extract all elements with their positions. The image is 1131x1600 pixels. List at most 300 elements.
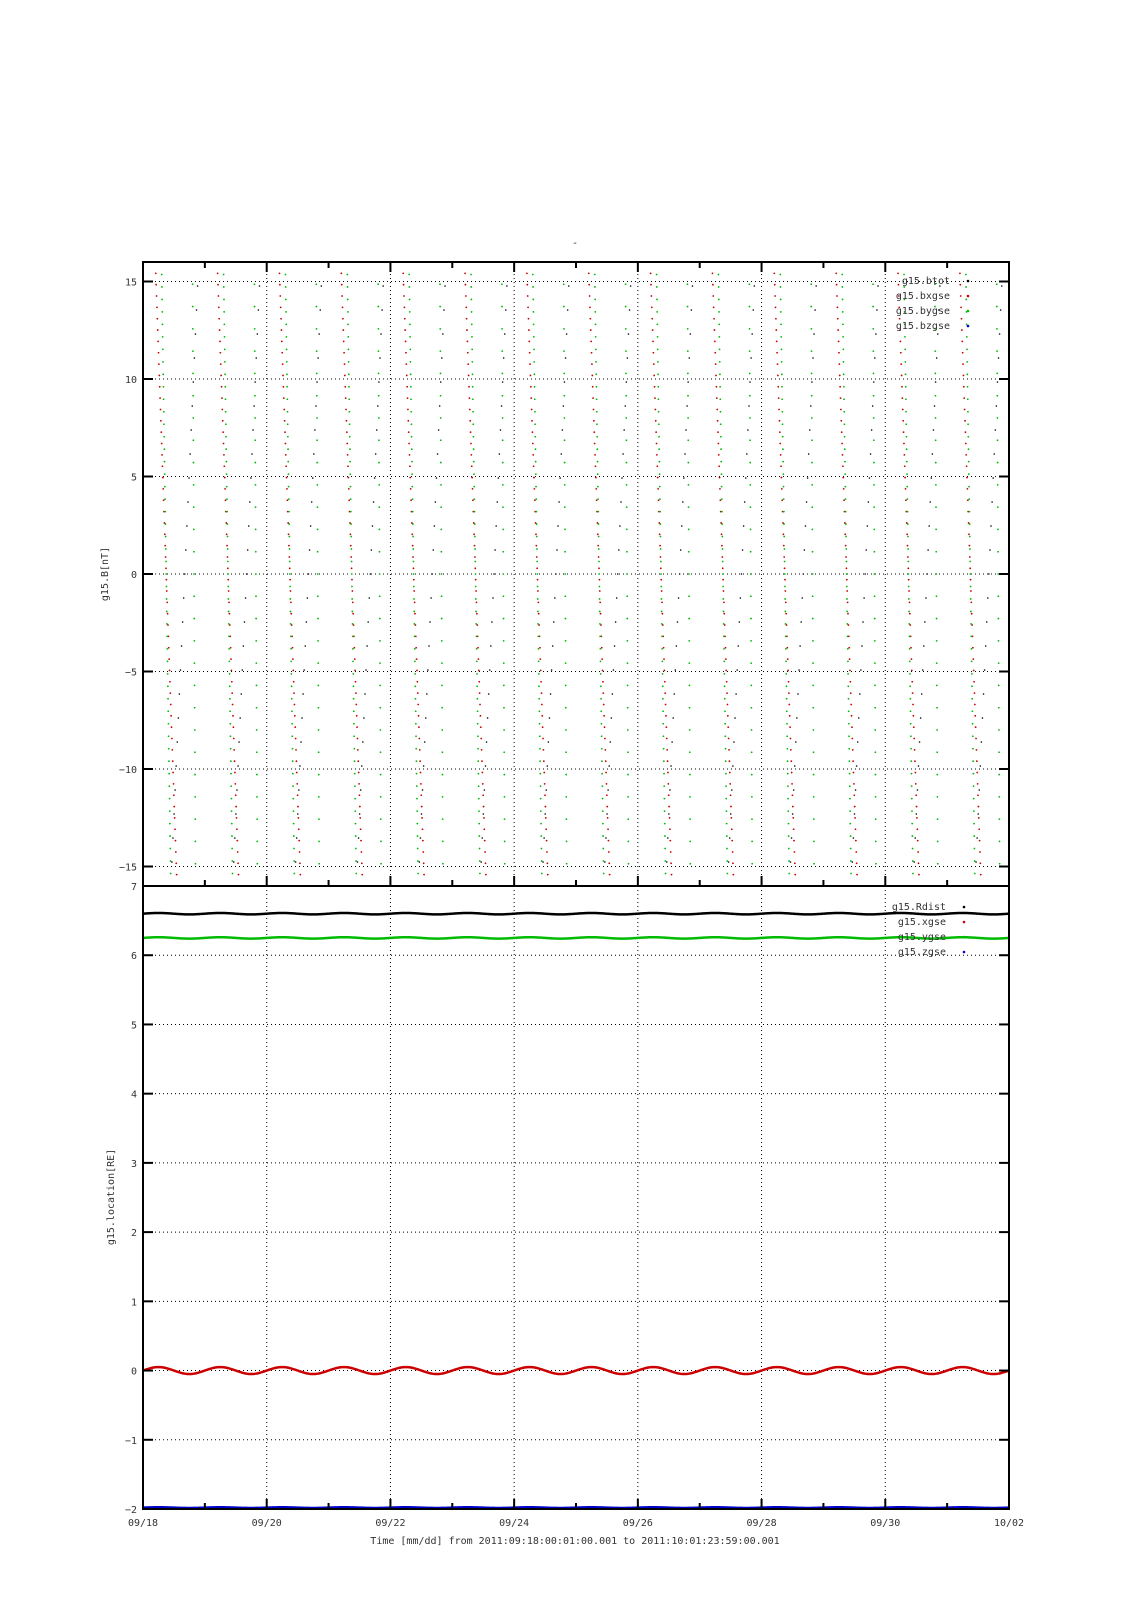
bxgse-point (473, 533, 475, 535)
btot-point (672, 717, 674, 719)
bxgse-point (606, 794, 608, 796)
btot-point (608, 765, 610, 767)
bxgse-point (665, 726, 667, 728)
btot-point (800, 621, 802, 623)
bygse-point (594, 274, 596, 276)
bygse-point (935, 439, 937, 441)
bxgse-point (402, 272, 404, 274)
btot-point (195, 333, 197, 335)
bygse-point (350, 511, 352, 513)
bxgse-point (352, 613, 354, 615)
bygse-point (290, 673, 292, 675)
bxgse-point (785, 613, 787, 615)
bxgse-point (295, 749, 297, 751)
bygse-point (380, 841, 382, 843)
btot-point (489, 669, 491, 671)
bygse-point (812, 662, 814, 664)
bygse-point (476, 673, 478, 675)
bxgse-point (846, 579, 848, 581)
bxgse-point (220, 375, 222, 377)
bxgse-point (978, 806, 980, 808)
bygse-point (439, 328, 441, 330)
bygse-point (971, 685, 973, 687)
bygse-point (688, 662, 690, 664)
bygse-point (719, 373, 721, 375)
bxgse-point (172, 760, 174, 762)
bxgse-point (470, 431, 472, 433)
bygse-point (625, 417, 627, 419)
bygse-point (285, 324, 287, 326)
bxgse-point (160, 431, 162, 433)
bxgse-point (472, 488, 474, 490)
bxgse-point (670, 851, 672, 853)
bxgse-point (663, 658, 665, 660)
bxgse-point (175, 840, 177, 842)
bxgse-point (651, 295, 653, 297)
btot-point (806, 501, 808, 503)
bygse-point (193, 573, 195, 575)
bxgse-point (902, 420, 904, 422)
bxgse-point (845, 556, 847, 558)
bxgse-point (595, 488, 597, 490)
bygse-point (501, 306, 503, 308)
bxgse-point (527, 306, 529, 308)
bxgse-point (235, 806, 237, 808)
bxgse-point (604, 749, 606, 751)
bxgse-point (840, 397, 842, 399)
bygse-point (564, 484, 566, 486)
bxgse-point (299, 851, 301, 853)
bygse-point (223, 286, 225, 288)
bxgse-point (966, 465, 968, 467)
bxgse-point (968, 545, 970, 547)
bxgse-point (476, 613, 478, 615)
bygse-point (811, 395, 813, 397)
bygse-point (533, 324, 535, 326)
bxgse-point (667, 760, 669, 762)
bygse-point (603, 860, 605, 862)
bygse-point (785, 648, 787, 650)
bygse-point (720, 448, 722, 450)
bygse-point (226, 486, 228, 488)
bygse-point (471, 324, 473, 326)
bygse-point (966, 348, 968, 350)
bygse-point (718, 324, 720, 326)
bxgse-point (588, 272, 590, 274)
bxgse-point (160, 409, 162, 411)
bxgse-point (532, 431, 534, 433)
bxgse-point (477, 647, 479, 649)
bygse-point (602, 848, 604, 850)
bygse-point (470, 274, 472, 276)
bygse-point (378, 350, 380, 352)
bygse-point (165, 573, 167, 575)
bygse-point (600, 710, 602, 712)
bygse-point (225, 398, 227, 400)
btot-point (381, 309, 383, 311)
bygse-point (417, 873, 419, 875)
bxgse-point (909, 613, 911, 615)
bygse-point (689, 818, 691, 820)
bxgse-point (666, 738, 668, 740)
bygse-point (782, 461, 784, 463)
bygse-point (439, 306, 441, 308)
btot-point (864, 573, 866, 575)
bxgse-point (217, 272, 219, 274)
bygse-point (749, 395, 751, 397)
bygse-point (997, 462, 999, 464)
bxgse-point (963, 397, 965, 399)
btot-point (793, 789, 795, 791)
btot-point (934, 405, 936, 407)
bygse-point (477, 760, 479, 762)
bygse-point (628, 863, 630, 865)
btot-point (422, 789, 424, 791)
btot-point (360, 789, 362, 791)
bygse-point (873, 551, 875, 553)
bxgse-point (918, 874, 920, 876)
bygse-point (909, 698, 911, 700)
bxgse-point (794, 862, 796, 864)
btot-point (982, 717, 984, 719)
bxgse-point (964, 409, 966, 411)
bxgse-point (780, 454, 782, 456)
bygse-point (440, 506, 442, 508)
bygse-point (503, 707, 505, 709)
bygse-point (533, 348, 535, 350)
btot-point (251, 453, 253, 455)
bygse-point (874, 662, 876, 664)
btot-point (185, 549, 187, 551)
bygse-point (351, 586, 353, 588)
bygse-point (849, 760, 851, 762)
bxgse-point (168, 647, 170, 649)
bxgse-point (793, 828, 795, 830)
bxgse-point (218, 295, 220, 297)
bxgse-point (165, 567, 167, 569)
bygse-point (193, 595, 195, 597)
bygse-point (811, 484, 813, 486)
bygse-point (164, 486, 166, 488)
bygse-point (415, 748, 417, 750)
top-legend-label: g15.bygse (895, 306, 950, 317)
btot-point (560, 453, 562, 455)
bxgse-point (482, 794, 484, 796)
bygse-point (414, 685, 416, 687)
btot-point (922, 669, 924, 671)
bxgse-point (290, 613, 292, 615)
btot-point (487, 717, 489, 719)
bygse-point (223, 299, 225, 301)
bygse-point (601, 735, 603, 737)
bxgse-point (603, 704, 605, 706)
bxgse-point (665, 715, 667, 717)
bxgse-point (223, 465, 225, 467)
bxgse-point (465, 306, 467, 308)
bygse-point (442, 818, 444, 820)
bygse-point (476, 660, 478, 662)
bxgse-point (848, 647, 850, 649)
bygse-point (627, 707, 629, 709)
bxgse-point (604, 738, 606, 740)
bxgse-point (904, 477, 906, 479)
bxgse-point (783, 556, 785, 558)
bxgse-point (542, 738, 544, 740)
bygse-point (751, 774, 753, 776)
bottom-legend-label: g15.zgse (897, 947, 946, 958)
bxgse-point (476, 601, 478, 603)
bygse-point (909, 685, 911, 687)
bygse-point (726, 848, 728, 850)
bxgse-point (158, 352, 160, 354)
bygse-point (379, 662, 381, 664)
bxgse-point (608, 851, 610, 853)
bygse-point (935, 395, 937, 397)
bygse-point (380, 796, 382, 798)
bygse-point (566, 863, 568, 865)
bygse-point (377, 283, 379, 285)
bygse-point (599, 623, 601, 625)
bxgse-point (169, 670, 171, 672)
bygse-point (600, 685, 602, 687)
bygse-point (936, 640, 938, 642)
bygse-point (972, 748, 974, 750)
bygse-point (749, 417, 751, 419)
bygse-point (599, 648, 601, 650)
bygse-point (288, 523, 290, 525)
btot-point (867, 525, 869, 527)
bygse-point (720, 461, 722, 463)
bygse-point (749, 484, 751, 486)
bxgse-point (168, 658, 170, 660)
bygse-point (169, 835, 171, 837)
btot-point (317, 357, 319, 359)
bxgse-point (174, 828, 176, 830)
bygse-point (165, 561, 167, 563)
bygse-point (417, 835, 419, 837)
bygse-point (909, 673, 911, 675)
bygse-point (663, 760, 665, 762)
bxgse-point (413, 567, 415, 569)
bygse-point (627, 685, 629, 687)
bxgse-point (732, 862, 734, 864)
bygse-point (664, 810, 666, 812)
bygse-point (750, 618, 752, 620)
bygse-point (291, 723, 293, 725)
bygse-point (600, 698, 602, 700)
bxgse-point (605, 772, 607, 774)
bygse-point (908, 623, 910, 625)
bxgse-point (299, 862, 301, 864)
bxgse-point (960, 295, 962, 297)
btot-point (244, 621, 246, 623)
bygse-point (162, 348, 164, 350)
bygse-point (166, 648, 168, 650)
bygse-point (850, 860, 852, 862)
bygse-point (780, 311, 782, 313)
bygse-point (660, 561, 662, 563)
bxgse-point (230, 647, 232, 649)
bxgse-point (965, 431, 967, 433)
bygse-point (997, 484, 999, 486)
bygse-point (970, 623, 972, 625)
btot-point (505, 309, 507, 311)
bxgse-point (469, 420, 471, 422)
btot-point (183, 597, 185, 599)
bxgse-point (602, 670, 604, 672)
bygse-point (935, 417, 937, 419)
bygse-point (293, 860, 295, 862)
bxgse-point (719, 499, 721, 501)
bygse-point (904, 361, 906, 363)
bygse-point (229, 673, 231, 675)
bxgse-point (910, 647, 912, 649)
bygse-point (440, 395, 442, 397)
bygse-point (688, 595, 690, 597)
btot-point (729, 837, 731, 839)
bygse-point (355, 873, 357, 875)
bygse-point (472, 411, 474, 413)
bxgse-point (481, 749, 483, 751)
bygse-point (536, 536, 538, 538)
bxgse-point (531, 409, 533, 411)
bxgse-point (170, 715, 172, 717)
bygse-point (535, 461, 537, 463)
bygse-point (192, 439, 194, 441)
bygse-point (663, 735, 665, 737)
btot-point (997, 381, 999, 383)
bygse-point (441, 573, 443, 575)
bxgse-point (467, 363, 469, 365)
bygse-point (906, 486, 908, 488)
bxgse-point (897, 272, 899, 274)
btot-point (801, 597, 803, 599)
bygse-point (291, 698, 293, 700)
bygse-point (502, 506, 504, 508)
bxgse-point (908, 590, 910, 592)
bygse-point (379, 618, 381, 620)
bygse-point (997, 618, 999, 620)
bxgse-point (588, 284, 590, 286)
bygse-point (935, 551, 937, 553)
bxgse-point (468, 386, 470, 388)
bxgse-point (483, 817, 485, 819)
bygse-point (601, 748, 603, 750)
bygse-point (998, 662, 1000, 664)
bygse-point (192, 306, 194, 308)
bygse-point (664, 848, 666, 850)
bxgse-point (608, 840, 610, 842)
bygse-point (844, 436, 846, 438)
bygse-point (537, 611, 539, 613)
btot-point (565, 357, 567, 359)
btot-point (870, 453, 872, 455)
bottom-y-tick-label: −2 (124, 1505, 137, 1516)
bygse-point (842, 336, 844, 338)
bygse-point (968, 498, 970, 500)
bygse-point (657, 336, 659, 338)
bygse-point (564, 529, 566, 531)
btot-point (927, 549, 929, 551)
bxgse-point (791, 772, 793, 774)
bxgse-point (537, 579, 539, 581)
bygse-point (872, 350, 874, 352)
bxgse-point (167, 613, 169, 615)
bxgse-point (341, 284, 343, 286)
bxgse-point (657, 488, 659, 490)
bxgse-point (654, 397, 656, 399)
bygse-point (997, 529, 999, 531)
bxgse-point (854, 806, 856, 808)
bxgse-point (961, 318, 963, 320)
btot-point (193, 381, 195, 383)
bxgse-point (532, 443, 534, 445)
bxgse-point (357, 749, 359, 751)
bxgse-point (234, 783, 236, 785)
bygse-point (726, 823, 728, 825)
bxgse-point (722, 579, 724, 581)
bygse-point (538, 698, 540, 700)
btot-point (197, 285, 199, 287)
bygse-point (230, 735, 232, 737)
btot-point (499, 453, 501, 455)
bygse-point (318, 707, 320, 709)
bygse-point (722, 548, 724, 550)
bxgse-point (959, 284, 961, 286)
bygse-point (285, 299, 287, 301)
btot-point (916, 813, 918, 815)
bygse-point (287, 448, 289, 450)
bxgse-point (837, 329, 839, 331)
bygse-point (662, 723, 664, 725)
btot-point (359, 813, 361, 815)
bxgse-point (913, 715, 915, 717)
bxgse-point (421, 806, 423, 808)
bygse-point (750, 595, 752, 597)
bxgse-point (784, 590, 786, 592)
btot-point (869, 477, 871, 479)
btot-point (550, 693, 552, 695)
bygse-point (873, 529, 875, 531)
bxgse-point (292, 647, 294, 649)
bygse-point (661, 648, 663, 650)
btot-point (318, 333, 320, 335)
bygse-point (412, 548, 414, 550)
bygse-point (503, 751, 505, 753)
x-tick-label: 09/20 (251, 1518, 282, 1529)
btot-point (992, 477, 994, 479)
bygse-point (726, 835, 728, 837)
bygse-point (661, 611, 663, 613)
bygse-point (595, 336, 597, 338)
bygse-point (812, 707, 814, 709)
bxgse-point (776, 341, 778, 343)
bxgse-point (346, 420, 348, 422)
btot-point (877, 285, 879, 287)
bygse-point (285, 286, 287, 288)
bygse-point (563, 395, 565, 397)
bygse-point (973, 835, 975, 837)
btot-point (443, 309, 445, 311)
btot-point (744, 501, 746, 503)
bygse-point (810, 306, 812, 308)
bygse-point (841, 286, 843, 288)
btot-point (380, 333, 382, 335)
bygse-point (255, 573, 257, 575)
bygse-point (192, 395, 194, 397)
btot-point (682, 501, 684, 503)
bygse-point (787, 760, 789, 762)
